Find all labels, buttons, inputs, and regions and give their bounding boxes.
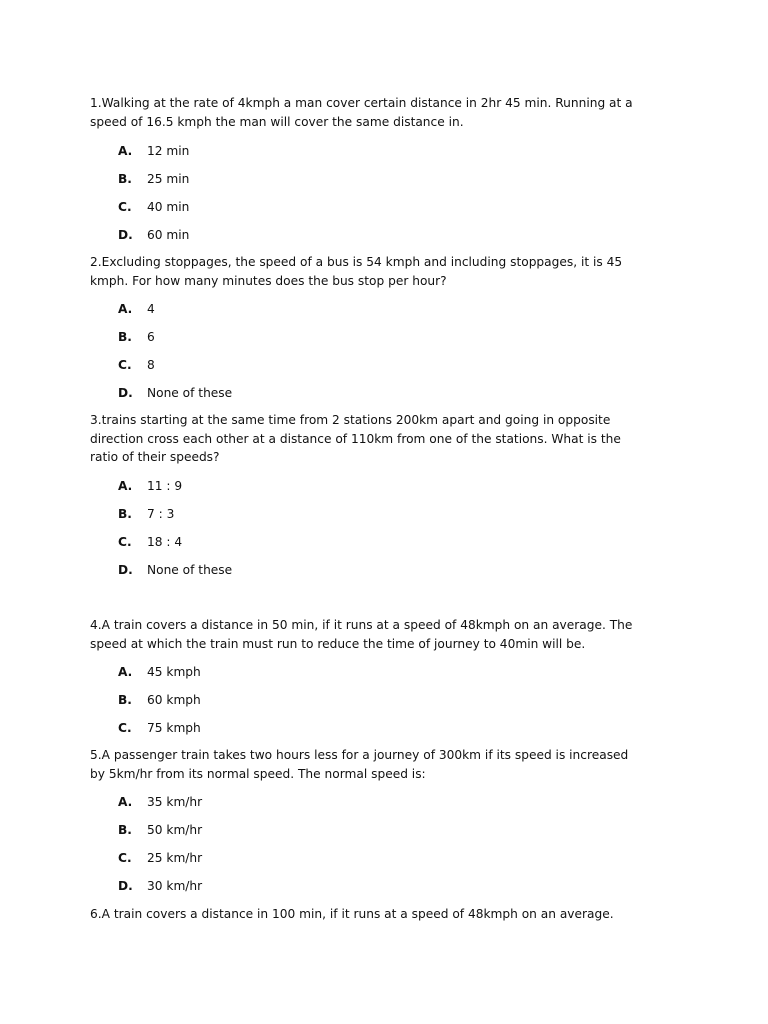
option-text: 35 km/hr [147, 795, 203, 809]
option-letter: B. [118, 823, 132, 837]
option-letter: D. [118, 879, 133, 893]
option-letter: C. [118, 721, 132, 735]
question-3-option-b [118, 505, 174, 523]
question-5-text: 5.A passenger train takes two hours less for a journey of 300km if its speed is increased by 5km/hr from its normal speed. The normal speed is: [90, 748, 629, 781]
question-3-option-a [118, 477, 182, 495]
option-letter: B. [118, 172, 132, 186]
option-letter: C. [118, 535, 132, 549]
option-letter: A. [118, 479, 133, 493]
option-letter: B. [118, 330, 132, 344]
option-letter: A. [118, 144, 133, 158]
question-5-option-c [118, 849, 202, 867]
option-text: 12 min [147, 144, 190, 158]
option-text: 40 min [147, 200, 190, 214]
question-3-option-d [118, 561, 232, 579]
question-4-text: 4.A train covers a distance in 50 min, if it runs at a speed of 48kmph on an average. The speed at which the train must run to reduce the time of journey to 40min will be. [90, 618, 633, 651]
option-letter: B. [118, 507, 132, 521]
option-letter: B. [118, 693, 132, 707]
question-2-option-c [118, 356, 155, 374]
option-letter: D. [118, 228, 133, 242]
option-letter: C. [118, 851, 132, 865]
question-3-option-c [118, 533, 182, 551]
option-text: 11 : 9 [147, 479, 183, 493]
option-letter: C. [118, 358, 132, 372]
option-letter: C. [118, 200, 132, 214]
question-6-text: 6.A train covers a distance in 100 min, if it runs at a speed of 48kmph on an average. [90, 907, 614, 921]
option-text: None of these [147, 563, 233, 577]
question-5-option-a [118, 793, 202, 811]
question-1-option-b [118, 170, 189, 188]
question-1-option-d [118, 226, 189, 244]
question-1-option-c [118, 198, 189, 216]
question-2-option-a [118, 300, 155, 318]
question-5-option-b [118, 821, 202, 839]
option-text: 18 : 4 [147, 535, 183, 549]
option-letter: A. [118, 795, 133, 809]
option-text: 25 km/hr [147, 851, 203, 865]
option-letter: A. [118, 302, 133, 316]
question-2-option-b [118, 328, 155, 346]
option-text: 45 kmph [147, 665, 201, 679]
question-2-option-d [118, 384, 232, 402]
option-text: 50 km/hr [147, 823, 203, 837]
question-4-option-b [118, 691, 201, 709]
question-2-text: 2.Excluding stoppages, the speed of a bus is 54 kmph and including stoppages, it is 45 kmph. For how many minutes does the bus stop per hour? [90, 255, 623, 288]
question-1-option-a [118, 142, 189, 160]
option-letter: A. [118, 665, 133, 679]
question-3-text: 3.trains starting at the same time from 2 stations 200km apart and going in opposite direction cross each other at a distance of 110km from one of the stations. What is the ratio of their speeds? [90, 413, 621, 465]
option-text: 60 min [147, 228, 190, 242]
option-text: 25 min [147, 172, 190, 186]
option-text: 4 [147, 302, 155, 316]
question-5-option-d [118, 877, 202, 895]
question-4-option-c [118, 719, 201, 737]
option-text: 6 [147, 330, 155, 344]
option-text: 7 : 3 [147, 507, 175, 521]
option-text: 75 kmph [147, 721, 201, 735]
option-letter: D. [118, 386, 133, 400]
option-text: 8 [147, 358, 155, 372]
option-text: None of these [147, 386, 233, 400]
option-letter: D. [118, 563, 133, 577]
question-4-option-a [118, 663, 201, 681]
question-1-text: 1.Walking at the rate of 4kmph a man cover certain distance in 2hr 45 min. Running at a speed of 16.5 kmph the man will cover the same distance in. [90, 96, 633, 129]
option-text: 60 kmph [147, 693, 201, 707]
option-text: 30 km/hr [147, 879, 203, 893]
